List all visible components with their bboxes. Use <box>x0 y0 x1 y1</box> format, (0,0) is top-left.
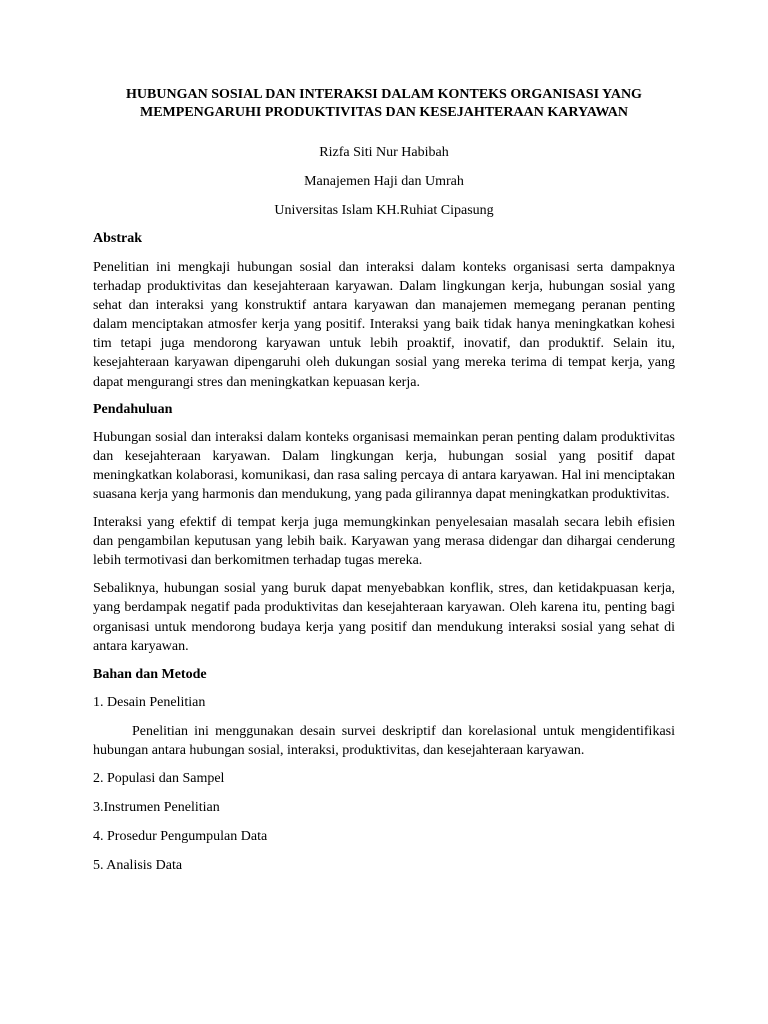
abstract-text: Penelitian ini mengkaji hubungan sosial dan interaksi dalam konteks organisasi serta dampaknya terhadap produktivitas dan kesejahteraan karyawan. Dalam lingkungan kerja, hubungan sosial yang sehat dan interaksi yang konstruktif antara karyawan dan manajemen memegang peranan penting dalam menciptakan atmosfer kerja yang positif. Interaksi yang baik tidak hanya meningkatkan kohesi tim tetapi juga mendorong karyawan untuk lebih proaktif, inovatif, dan produktif. Selain itu, kesejahteraan karyawan dipengaruhi oleh dukungan sosial yang mereka terima di tempat kerja, yang dapat mengurangi stres dan meningkatkan kepuasan kerja. <box>93 260 675 390</box>
introduction-paragraph-2: Interaksi yang efektif di tempat kerja juga memungkinkan penyelesaian masalah secara lebih efisien dan pengambilan keputusan yang lebih baik. Karyawan yang merasa didengar dan dihargai cenderung lebih termotivasi dan berkomitmen terhadap tugas mereka. <box>93 515 675 569</box>
introduction-heading: Pendahuluan <box>93 401 173 417</box>
methods-heading: Bahan dan Metode <box>93 666 207 682</box>
introduction-paragraph-1: Hubungan sosial dan interaksi dalam konteks organisasi memainkan peran penting dalam produktivitas dan kesejahteraan karyawan. Dalam lingkungan kerja, hubungan sosial yang positif dapat meningkatkan kolaborasi, komunikasi, dan rasa saling percaya di antara karyawan. Hal ini menciptakan suasana kerja yang harmonis dan mendukung, yang pada gilirannya dapat meningkatkan produktivitas. <box>93 429 675 502</box>
abstract-heading: Abstrak <box>93 231 143 246</box>
methods-item-3: 3.Instrumen Penelitian <box>93 799 220 815</box>
paper-title-line: MEMPENGARUHI PRODUKTIVITAS DAN KESEJAHTERAAN KARYAWAN <box>140 105 628 120</box>
author-university: Universitas Islam KH.Ruhiat Cipasung <box>274 203 494 218</box>
methods-design-text: Penelitian ini menggunakan desain survei deskriptif dan korelasional untuk mengidentifikasi hubungan antara hubungan sosial, interaksi, produktivitas, dan kesejahteraan karyawan. <box>93 723 675 758</box>
methods-item-2: 2. Populasi dan Sampel <box>93 770 225 786</box>
introduction-paragraph-3: Sebaliknya, hubungan sosial yang buruk dapat menyebabkan konflik, stres, dan ketidakpuasan kerja, yang berdampak negatif pada produktivitas dan kesejahteraan karyawan. Oleh karena itu, penting bagi organisasi untuk mendorong budaya kerja yang positif dan mendukung interaksi sosial yang sehat di antara karyawan. <box>93 581 675 654</box>
paper-title <box>93 86 675 122</box>
author-name: Rizfa Siti Nur Habibah <box>319 145 449 160</box>
paper-title-line: HUBUNGAN SOSIAL DAN INTERAKSI DALAM KONTEKS ORGANISASI YANG <box>126 87 642 102</box>
paper-page <box>93 86 675 875</box>
author-program: Manajemen Haji dan Umrah <box>304 174 464 189</box>
methods-item-5: 5. Analisis Data <box>93 857 183 873</box>
methods-item-1: 1. Desain Penelitian <box>93 694 206 710</box>
methods-item-4: 4. Prosedur Pengumpulan Data <box>93 828 268 844</box>
